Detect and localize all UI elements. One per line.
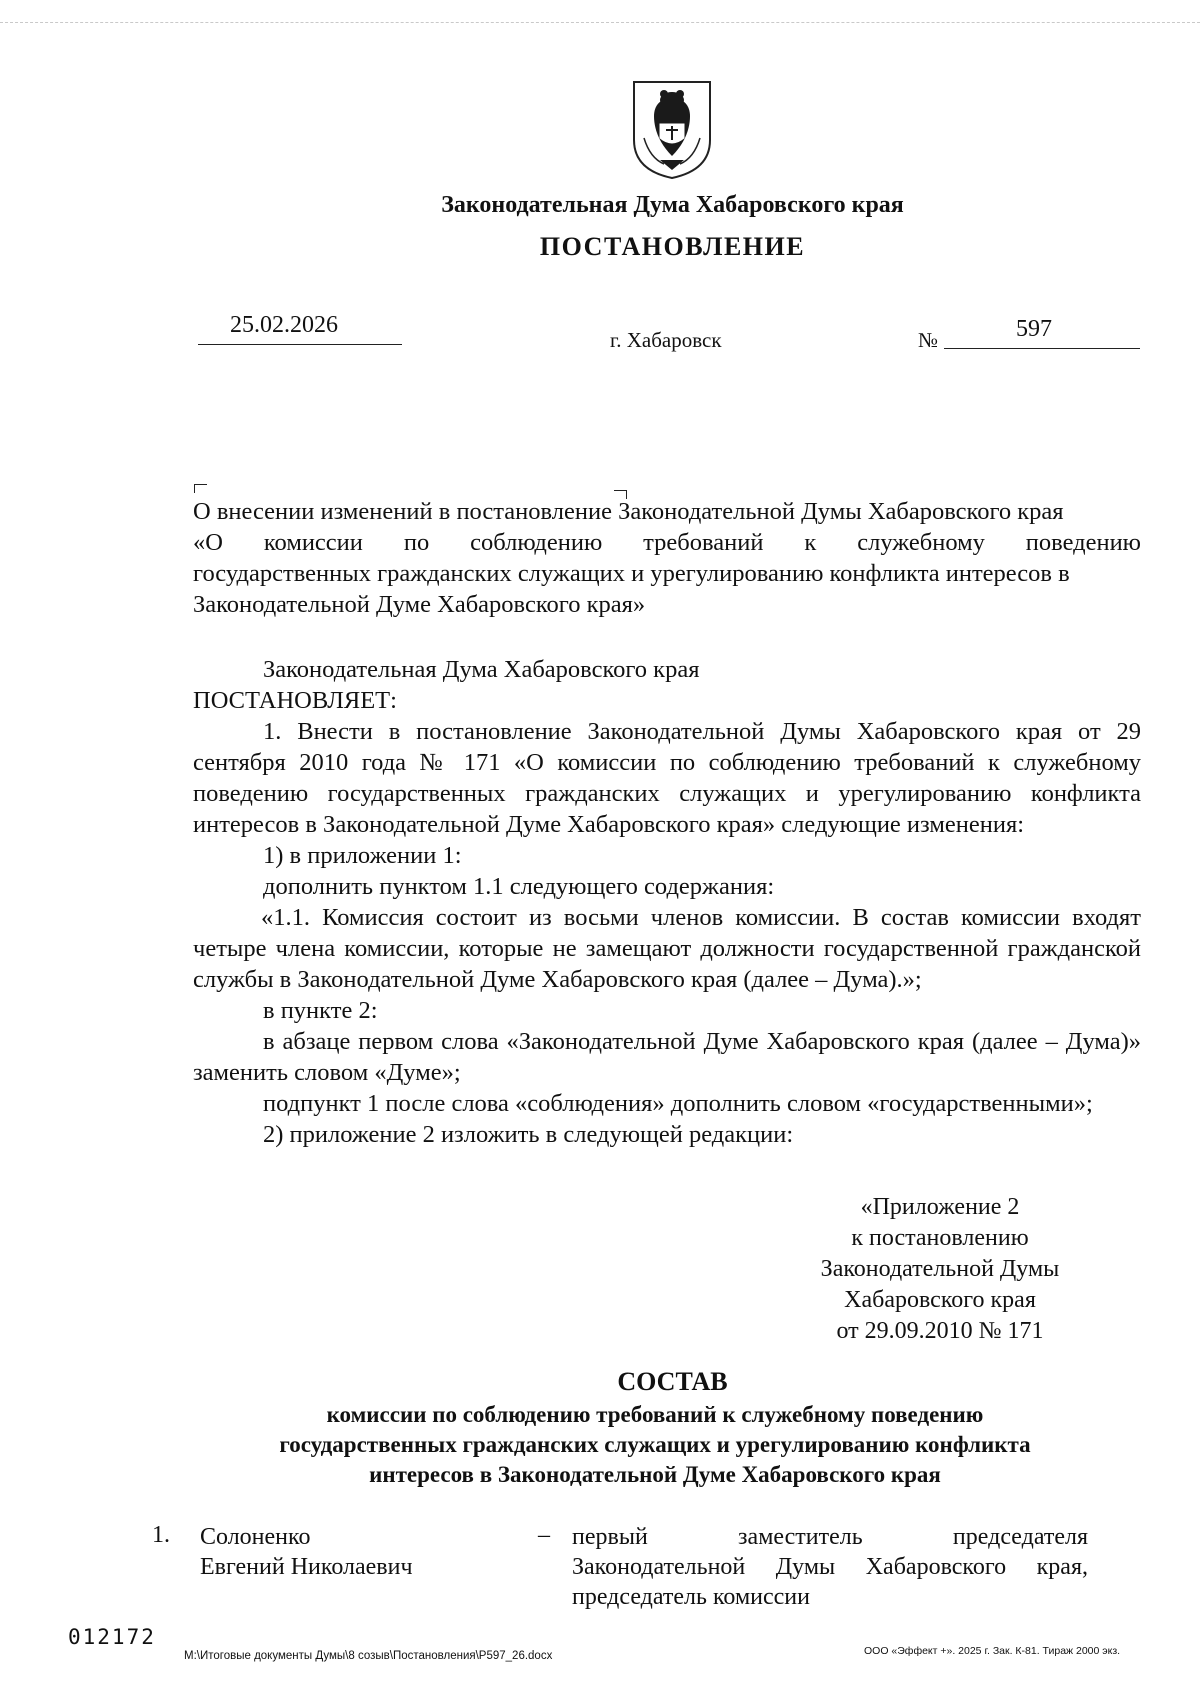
member-name <box>200 1522 413 1582</box>
number-label: № <box>918 328 939 352</box>
composition-title: СОСТАВ <box>617 1367 728 1396</box>
date-underline <box>198 344 402 345</box>
subtitle-line: государственных гражданских служащих и урегулированию конфликта <box>279 1432 1031 1457</box>
member-position <box>572 1522 1088 1612</box>
subitem-1: 1) в приложении 1: <box>263 842 462 869</box>
stamp-number: 012172 <box>68 1625 156 1649</box>
item-1: 1. Внести в постановление Законодательной Думы Хабаровского края от 29 сентября 2010 года № 171 «О комиссии по соблюдению требований к служебному поведению государственных гражданских служащих и урегулированию конфликта интересов в Законодательной Думе Хабаровского края» следующие изменения: <box>193 718 1141 838</box>
approval-line: к постановлению <box>851 1225 1029 1251</box>
printer-info: ООО «Эффект +». 2025 г. Зак. К-81. Тираж 2000 экз. <box>864 1645 1121 1657</box>
subitem-1-b2: подпункт 1 после слова «соблюдения» дополнить словом «государственными»; <box>263 1090 1093 1117</box>
title-line: Законодательной Думе Хабаровского края» <box>193 591 646 618</box>
document-city: г. Хабаровск <box>610 328 722 352</box>
document-title <box>193 496 1141 620</box>
document-type: ПОСТАНОВЛЕНИЕ <box>539 232 806 261</box>
appendix-approval-block <box>780 1192 1100 1347</box>
subtitle-line: комиссии по соблюдению требований к служебному поведению <box>326 1402 984 1427</box>
page-edge <box>0 22 1200 23</box>
title-line: «О комиссии по соблюдению требований к служебному поведению <box>193 529 1141 556</box>
approval-line: Законодательной Думы <box>820 1256 1060 1282</box>
subitem-1-b: в пункте 2: <box>263 997 378 1024</box>
subitem-1-quote: «1.1. Комиссия состоит из восьми членов комиссии. В состав комиссии входят четыре члена комиссии, которые не замещают должности государственной гражданской службы в Законодательной Думе Хабаровского края (далее – Дума).»; <box>193 904 1141 993</box>
document-number: 597 <box>1016 316 1052 342</box>
document-date: 25.02.2026 <box>230 312 338 338</box>
position-line: первый заместитель председателя <box>572 1524 1088 1550</box>
subitem-2: 2) приложение 2 изложить в следующей редакции: <box>263 1121 794 1148</box>
number-underline <box>944 348 1140 349</box>
resolves-heading: ПОСТАНОВЛЯЕТ: <box>193 687 397 714</box>
member-number: 1. <box>152 1522 170 1548</box>
member-given-name: Евгений Николаевич <box>200 1554 413 1580</box>
subitem-1-b1: в абзаце первом слова «Законодательной Думе Хабаровского края (далее – Дума)» заменить словом «Думе»; <box>193 1028 1141 1086</box>
organization-name: Законодательная Дума Хабаровского края <box>441 192 904 218</box>
member-dash: – <box>538 1522 550 1548</box>
title-line: О внесении изменений в постановление Законодательной Думы Хабаровского края <box>193 498 1064 525</box>
title-line: государственных гражданских служащих и урегулированию конфликта интересов в <box>193 560 1070 587</box>
preamble: Законодательная Дума Хабаровского края <box>263 656 700 683</box>
approval-line: Хабаровского края <box>844 1287 1036 1313</box>
position-line: Законодательной Думы Хабаровского края, <box>572 1554 1088 1580</box>
position-line: председатель комиссии <box>572 1584 810 1610</box>
composition-subtitle <box>180 1400 1130 1490</box>
file-path: M:\Итоговые документы Думы\8 созыв\Постановления\P597_26.docx <box>184 1650 553 1662</box>
approval-line: «Приложение 2 <box>860 1194 1020 1220</box>
title-bracket-left <box>194 484 207 493</box>
approval-line: от 29.09.2010 № 171 <box>836 1318 1044 1344</box>
member-surname: Солоненко <box>200 1524 311 1550</box>
subitem-1-a: дополнить пунктом 1.1 следующего содержания: <box>263 873 775 900</box>
document-body <box>193 654 1141 1150</box>
subtitle-line: интересов в Законодательной Думе Хабаровского края <box>369 1462 941 1487</box>
coat-of-arms-emblem <box>630 78 714 182</box>
